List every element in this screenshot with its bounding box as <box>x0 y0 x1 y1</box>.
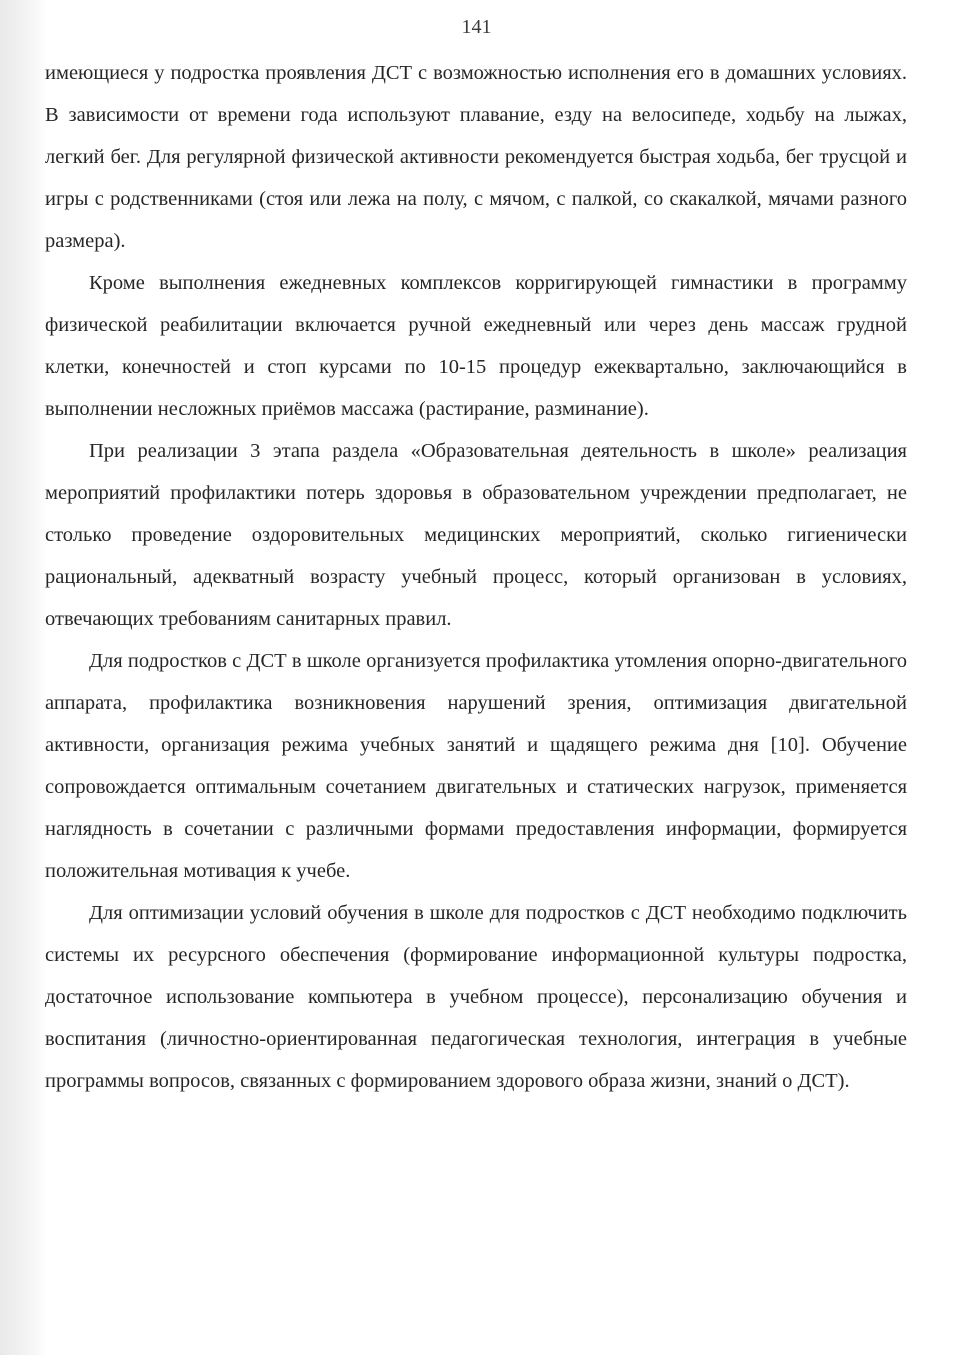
paragraph-optimization: Для оптимизации условий обучения в школе для подростков с ДСТ необходимо подключить системы их ресурсного обеспечения (формирование информационной культуры подростка, достаточное использование компьютера в учебном процессе), персонализацию обучения и воспитания (личностно-ориентированная педагогическая технология, интеграция в учебные программы вопросов, связанных с формированием здорового образа жизни, знаний о ДСТ). <box>45 902 907 1092</box>
page-number: 141 <box>461 16 492 38</box>
paragraph-massage: Кроме выполнения ежедневных комплексов корригирующей гимнастики в программу физической реабилитации включается ручной ежедневный или через день массаж грудной клетки, конечностей и стоп курсами по 10-15 процедур ежеквартально, заключающийся в выполнении несложных приёмов массажа (растирание, разминание). <box>45 272 907 420</box>
paragraph-stage-3: При реализации 3 этапа раздела «Образовательная деятельность в школе» реализация мероприятий профилактики потерь здоровья в образовательном учреждении предполагает, не столько проведение оздоровительных медицинских мероприятий, сколько гигиенически рациональный, адекватный возрасту учебный процесс, который организован в условиях, отвечающих требованиям санитарных правил. <box>45 440 907 630</box>
paragraph-continuation: имеющиеся у подростка проявления ДСТ с возможностью исполнения его в домашних условиях. В зависимости от времени года используют плавание, езду на велосипеде, ходьбу на лыжах, легкий бег. Для регулярной физической активности рекомендуется быстрая ходьба, бег трусцой и игры с родственниками (стоя или лежа на полу, с мячом, с палкой, со скакалкой, мячами разного размера). <box>45 62 907 252</box>
scan-shadow-edge <box>0 0 48 1355</box>
page-body <box>45 52 907 1102</box>
paragraph-school-prevention: Для подростков с ДСТ в школе организуется профилактика утомления опорно-двигательного аппарата, профилактика возникновения нарушений зрения, оптимизация двигательной активности, организация режима учебных занятий и щадящего режима дня [10]. Обучение сопровождается оптимальным сочетанием двигательных и статических нагрузок, применяется наглядность в сочетании с различными формами предоставления информации, формируется положительная мотивация к учебе. <box>45 650 907 882</box>
